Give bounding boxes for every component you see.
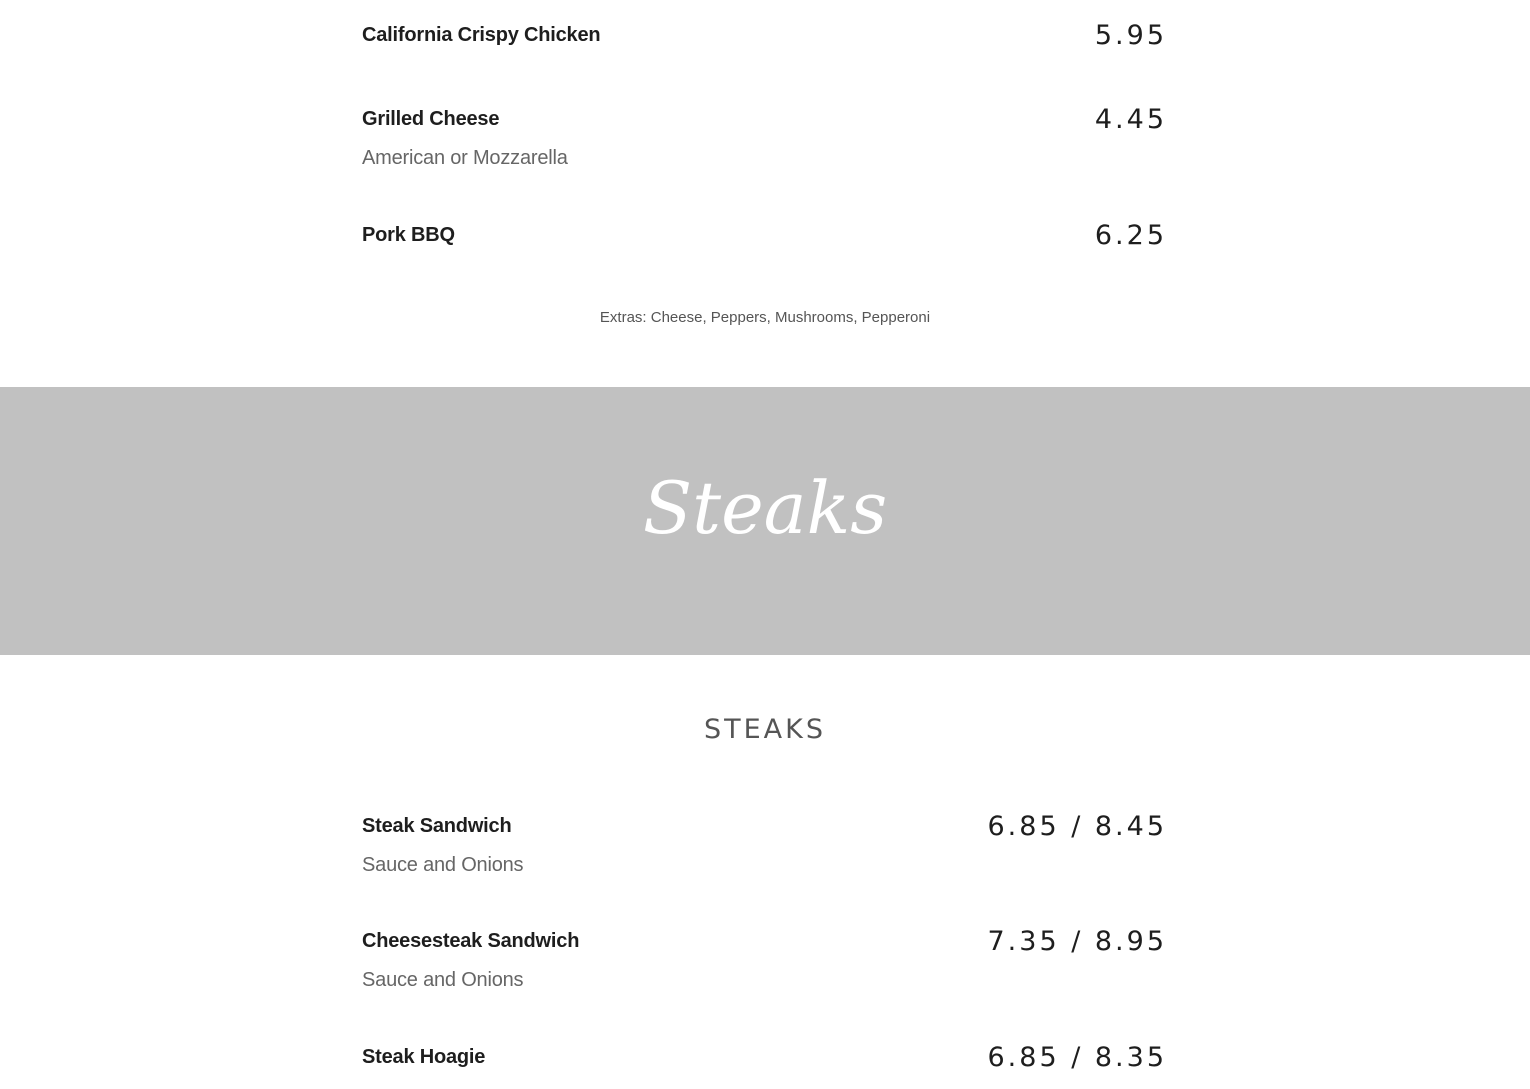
menu-item-name: Steak Hoagie <box>362 1046 486 1068</box>
menu-item-name: Cheesesteak Sandwich <box>362 930 580 952</box>
menu-item-name: California Crispy Chicken <box>362 24 601 46</box>
menu-item-price: 7.35 / 8.95 <box>987 926 1167 957</box>
menu-item-price: 4.45 <box>1094 104 1167 135</box>
menu-item-price: 6.25 <box>1094 220 1167 251</box>
menu-item-price: 5.95 <box>1094 20 1167 51</box>
menu-item-description: American or Mozzarella <box>362 147 568 169</box>
menu-item-name: Grilled Cheese <box>362 108 500 130</box>
menu-item-name: Steak Sandwich <box>362 815 512 837</box>
section-heading: STEAKS <box>703 714 826 745</box>
extras-note: Extras: Cheese, Peppers, Mushrooms, Pepperoni <box>599 309 931 326</box>
steaks-banner <box>0 387 1530 655</box>
menu-item-description: Sauce and Onions <box>362 854 524 876</box>
menu-item-description: Sauce and Onions <box>362 969 524 991</box>
menu-item-price: 6.85 / 8.35 <box>987 1042 1167 1073</box>
menu-item-price: 6.85 / 8.45 <box>987 811 1167 842</box>
menu-item-name: Pork BBQ <box>362 224 455 246</box>
banner-title: Steaks <box>642 466 888 550</box>
